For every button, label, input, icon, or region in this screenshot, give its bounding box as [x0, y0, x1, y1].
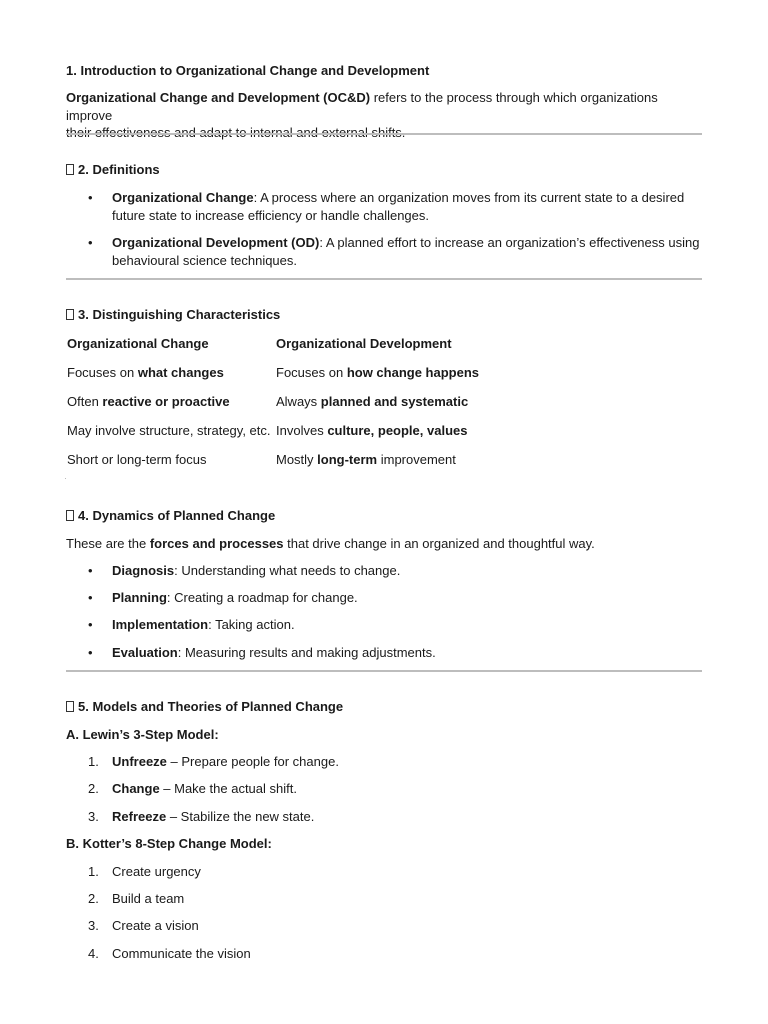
section-1-paragraph-line2: their effectiveness and adapt to internal and external shifts. — [66, 125, 406, 140]
section-3-heading: 3. Distinguishing Characteristics — [66, 306, 280, 323]
list-item: Organizational Development (OD): A planned effort to increase an organization’s effectiveness using behavioural science techniques. — [112, 235, 700, 268]
section-1-heading: 1. Introduction to Organizational Change and Development — [66, 63, 430, 78]
bullet-icon: • — [88, 235, 93, 250]
list-item: Refreeze – Stabilize the new state. — [112, 809, 315, 824]
table-cell: Mostly long-term improvement — [276, 452, 456, 467]
table-cell: Focuses on what changes — [67, 365, 224, 380]
list-number: 1. — [88, 754, 99, 769]
list-item: Change – Make the actual shift. — [112, 781, 297, 796]
table-header-col2: Organizational Development — [276, 336, 452, 351]
table-cell: Always planned and systematic — [276, 394, 469, 409]
missing-glyph-icon — [66, 510, 74, 521]
list-number: 3. — [88, 918, 99, 933]
section-1-paragraph-text: refers to the process through which organizations improve — [66, 90, 658, 123]
divider — [66, 278, 702, 280]
list-number: 3. — [88, 809, 99, 824]
section-2-heading: 2. Definitions — [66, 161, 160, 178]
table-cell: May involve structure, strategy, etc. — [67, 423, 271, 438]
lewin-model-title: A. Lewin’s 3-Step Model: — [66, 727, 219, 742]
bullet-icon: • — [88, 645, 93, 660]
bullet-icon: • — [88, 190, 93, 205]
oc-d-term: Organizational Change and Development (OC&D) — [66, 90, 371, 105]
list-number: 2. — [88, 891, 99, 906]
list-item: Build a team — [112, 891, 185, 906]
missing-glyph-icon — [66, 701, 74, 712]
table-cell: Focuses on how change happens — [276, 365, 480, 380]
list-item: Create urgency — [112, 864, 201, 879]
list-item: Evaluation: Measuring results and making adjustments. — [112, 645, 436, 660]
missing-glyph-icon — [66, 164, 74, 175]
table-cell: Often reactive or proactive — [67, 394, 230, 409]
bullet-icon: • — [88, 590, 93, 605]
list-item: Diagnosis: Understanding what needs to change. — [112, 563, 401, 578]
list-item: Communicate the vision — [112, 946, 251, 961]
list-item: Create a vision — [112, 918, 199, 933]
table-header-col1: Organizational Change — [67, 336, 209, 351]
divider — [66, 670, 702, 672]
list-item: Organizational Change: A process where an organization moves from its current state to a desired future state to increase efficiency or handle challenges. — [112, 190, 685, 223]
list-item: Planning: Creating a roadmap for change. — [112, 590, 358, 605]
list-number: 4. — [88, 946, 99, 961]
table-cell: Short or long-term focus — [67, 452, 207, 467]
divider — [66, 133, 702, 135]
section-4-intro: These are the forces and processes that drive change in an organized and thoughtful way. — [66, 536, 595, 551]
missing-glyph-icon — [66, 309, 74, 320]
bullet-icon: • — [88, 617, 93, 632]
list-item: Unfreeze – Prepare people for change. — [112, 754, 339, 769]
section-4-heading: 4. Dynamics of Planned Change — [66, 507, 275, 524]
stray-dot — [65, 478, 66, 479]
section-5-heading: 5. Models and Theories of Planned Change — [66, 698, 343, 715]
list-item: Implementation: Taking action. — [112, 617, 295, 632]
table-cell: Involves culture, people, values — [276, 423, 468, 438]
bullet-icon: • — [88, 563, 93, 578]
list-number: 1. — [88, 864, 99, 879]
list-number: 2. — [88, 781, 99, 796]
kotter-model-title: B. Kotter’s 8-Step Change Model: — [66, 836, 272, 851]
